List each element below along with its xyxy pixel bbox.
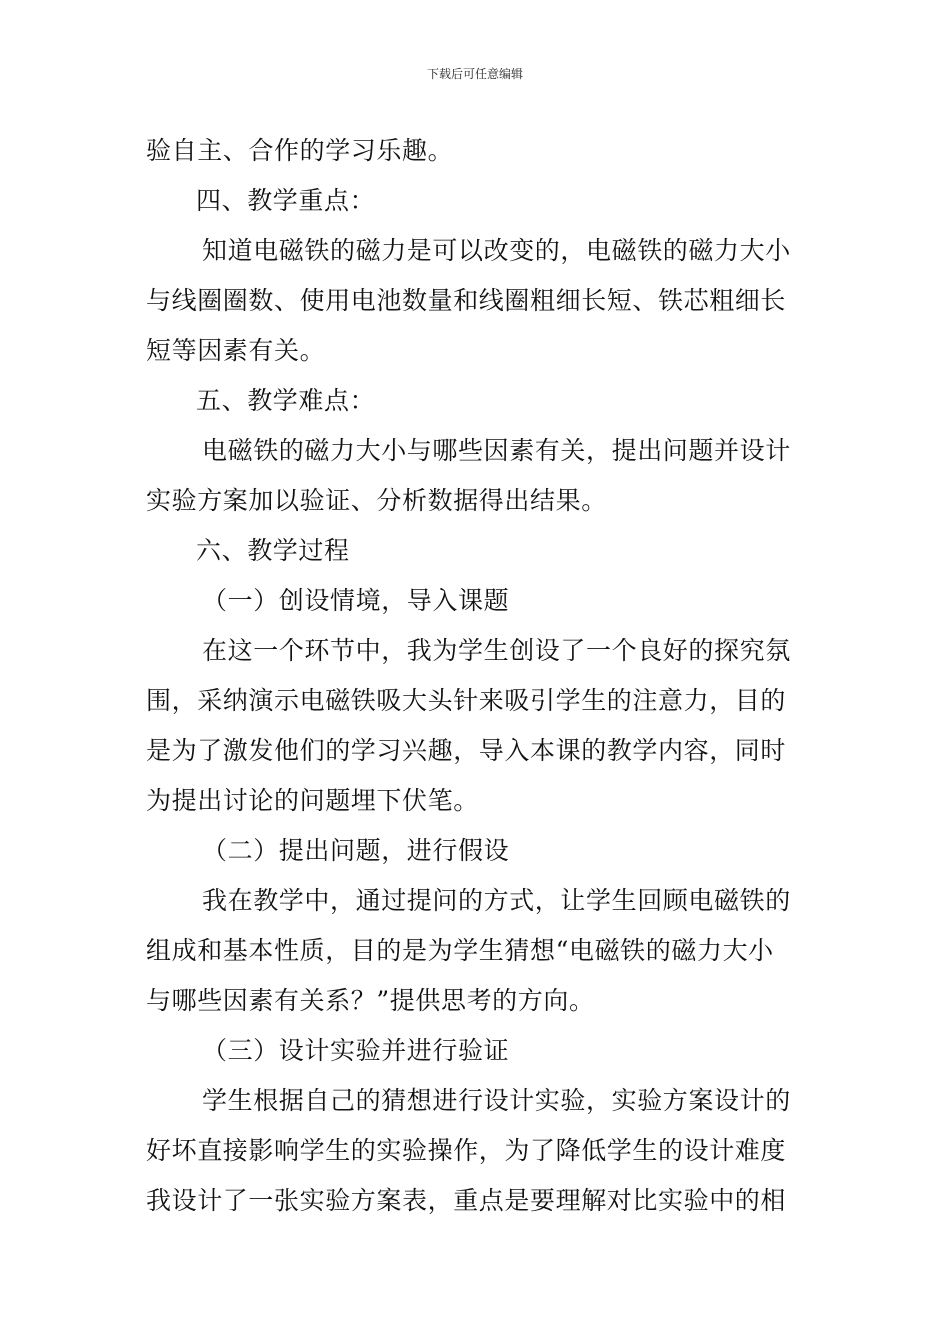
text-line: 我在教学中，通过提问的方式，让学生回顾电磁铁的 (202, 886, 791, 915)
section-heading-process: 六、教学过程 (196, 536, 350, 565)
text-line: 为提出讨论的问题埋下伏笔。 (146, 786, 479, 815)
text-line: 与哪些因素有关系？”提供思考的方向。 (146, 986, 595, 1015)
text-line: 实验方案加以验证、分析数据得出结果。 (146, 486, 607, 515)
subsection-heading-1: （一）创设情境，导入课题 (202, 586, 510, 615)
text-line: 是为了激发他们的学习兴趣，导入本课的教学内容，同时 (146, 736, 787, 765)
text-line: 知道电磁铁的磁力是可以改变的，电磁铁的磁力大小 (202, 236, 791, 265)
text-line: 学生根据自己的猜想进行设计实验，实验方案设计的 (202, 1086, 791, 1115)
text-line: 好坏直接影响学生的实验操作，为了降低学生的设计难度 (146, 1136, 787, 1165)
page-header-note: 下载后可任意编辑 (426, 67, 523, 81)
text-line: 在这一个环节中，我为学生创设了一个良好的探究氛 (202, 636, 791, 665)
text-line: 我设计了一张实验方案表，重点是要理解对比实验中的相 (146, 1186, 787, 1215)
text-line: 验自主、合作的学习乐趣。 (146, 136, 454, 165)
text-line: 组成和基本性质，目的是为学生猜想“电磁铁的磁力大小 (146, 936, 774, 965)
text-line: 与线圈圈数、使用电池数量和线圈粗细长短、铁芯粗细长 (146, 286, 787, 315)
subsection-heading-2: （二）提出问题，进行假设 (202, 836, 510, 865)
document-body (146, 126, 811, 1226)
section-heading-difficulties: 五、教学难点： (196, 386, 376, 415)
section-heading-key-points: 四、教学重点： (196, 186, 376, 215)
subsection-heading-3: （三）设计实验并进行验证 (202, 1036, 510, 1065)
text-line: 电磁铁的磁力大小与哪些因素有关，提出问题并设计 (202, 436, 791, 465)
text-line: 围，采纳演示电磁铁吸大头针来吸引学生的注意力，目的 (146, 686, 787, 715)
text-line: 短等因素有关。 (146, 336, 326, 365)
